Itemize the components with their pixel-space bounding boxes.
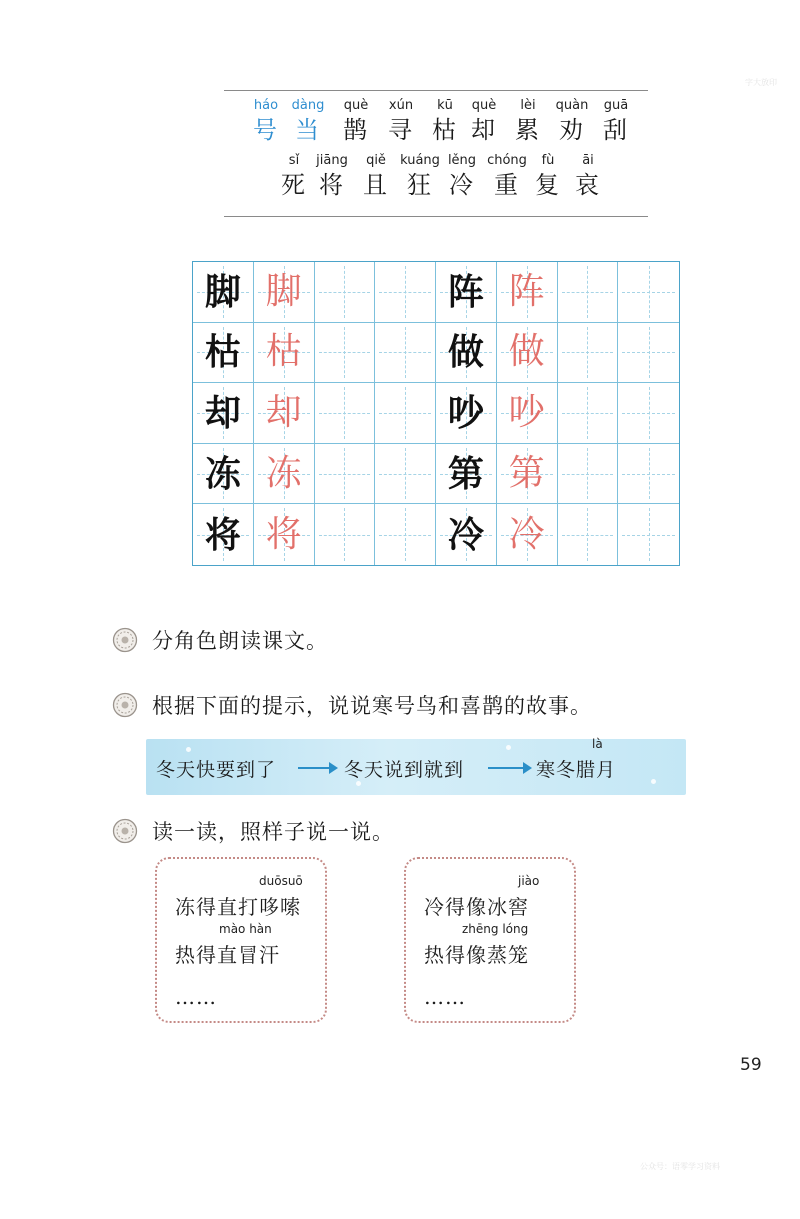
vocab-pinyin: qiě (366, 153, 386, 168)
example-line (175, 985, 217, 1009)
vocab-word (508, 98, 548, 146)
example-pinyin: duōsuō (259, 874, 303, 888)
grid-cell-empty[interactable] (375, 323, 436, 384)
snow-dot (506, 745, 511, 750)
snow-dot (186, 747, 191, 752)
grid-cell-model (193, 262, 254, 323)
vocab-word (394, 153, 446, 201)
grid-cell-trace[interactable] (254, 383, 315, 444)
vocab-pinyin: jiāng (316, 153, 348, 168)
exercise-1 (112, 625, 328, 655)
grid-cell-empty[interactable] (618, 444, 679, 505)
example-line (175, 874, 303, 920)
grid-cell-empty[interactable] (618, 504, 679, 565)
example-line (424, 985, 466, 1009)
grid-cell-trace[interactable] (497, 323, 558, 384)
grid-cell-empty[interactable] (558, 262, 619, 323)
trace-char: 冻 (265, 452, 302, 494)
snow-dot (651, 779, 656, 784)
vocab-pinyin: āi (582, 153, 594, 168)
example-text: 热得直冒汗 (175, 943, 280, 967)
story-step-3-pinyin: là (592, 737, 603, 751)
vocab-hanzi: 将 (319, 171, 345, 199)
vocab-word (528, 153, 568, 201)
exercise-badge-icon (112, 818, 138, 844)
grid-cell-trace[interactable] (254, 262, 315, 323)
vocab-hanzi: 狂 (407, 171, 433, 199)
vocab-hanzi: 且 (363, 171, 389, 199)
exercise-3 (112, 816, 394, 846)
trace-char: 却 (265, 391, 302, 433)
model-char: 将 (204, 513, 241, 556)
vocab-pinyin: kuáng (400, 153, 440, 168)
vocab-pinyin: dàng (291, 98, 325, 113)
vocab-hanzi: 刮 (603, 116, 629, 144)
story-step-3: 寒冬腊月 (536, 759, 617, 781)
grid-cell-empty[interactable] (375, 262, 436, 323)
grid-cell-empty[interactable] (618, 262, 679, 323)
vocab-bottom-rule (224, 216, 648, 217)
grid-cell-trace[interactable] (497, 383, 558, 444)
grid-cell-empty[interactable] (558, 323, 619, 384)
example-pinyin: zhēng lóng (462, 922, 529, 936)
vocab-word (440, 153, 484, 201)
vocab-row-1 (224, 98, 648, 150)
exercise-3-text: 读一读，照样子说一说。 (152, 820, 394, 844)
grid-cell-model (436, 444, 497, 505)
vocab-word (482, 153, 532, 201)
vocab-pinyin: kū (437, 98, 453, 113)
vocab-pinyin: quàn (555, 98, 589, 113)
model-char: 冷 (447, 513, 484, 556)
trace-char: 枯 (265, 331, 302, 373)
vocab-word (550, 98, 594, 146)
grid-cell-model (193, 383, 254, 444)
story-step-2: 冬天说到就到 (344, 759, 465, 781)
writing-grid (192, 261, 680, 566)
vocab-pinyin: guā (603, 98, 629, 113)
vocab-word (568, 153, 608, 201)
vocab-hanzi: 死 (281, 171, 307, 199)
grid-cell-trace[interactable] (254, 444, 315, 505)
grid-cell-empty[interactable] (558, 504, 619, 565)
vocab-hanzi: 劝 (559, 116, 585, 144)
grid-cell-trace[interactable] (254, 504, 315, 565)
model-char: 吵 (447, 391, 484, 434)
vocab-hanzi: 复 (535, 171, 561, 199)
arrow-right-icon (298, 767, 336, 769)
example-ellipsis: …… (424, 985, 466, 1009)
trace-char: 做 (508, 331, 545, 373)
vocab-hanzi: 寻 (388, 116, 414, 144)
watermark-bottom: 公众号：语零学习资料 (640, 1162, 720, 1171)
example-box-2 (404, 857, 576, 1023)
example-ellipsis: …… (175, 985, 217, 1009)
grid-cell-empty[interactable] (315, 262, 376, 323)
vocab-word (274, 153, 314, 201)
example-line (424, 874, 540, 920)
grid-cell-trace[interactable] (497, 262, 558, 323)
vocab-pinyin: què (471, 98, 497, 113)
grid-cell-empty[interactable] (315, 323, 376, 384)
vocab-pinyin: fù (541, 153, 555, 168)
vocab-hanzi: 鹊 (343, 116, 369, 144)
example-box-1 (155, 857, 327, 1023)
vocab-word (356, 153, 396, 201)
trace-char: 冷 (508, 513, 545, 555)
vocab-hanzi: 哀 (575, 171, 601, 199)
exercise-2-text: 根据下面的提示，说说寒号鸟和喜鹊的故事。 (152, 694, 592, 718)
model-char: 却 (204, 391, 241, 434)
vocab-hanzi: 重 (494, 171, 520, 199)
grid-cell-empty[interactable] (315, 383, 376, 444)
model-char: 做 (447, 331, 484, 374)
vocab-word (336, 98, 376, 146)
vocab-hanzi: 号 (253, 116, 279, 144)
grid-cell-model (193, 323, 254, 384)
vocab-word (596, 98, 636, 146)
vocab-word (425, 98, 465, 146)
vocab-hanzi: 枯 (432, 116, 458, 144)
example-pinyin: jiào (518, 874, 540, 888)
vocab-row-2 (224, 153, 648, 205)
exercise-badge-icon (112, 627, 138, 653)
grid-cell-empty[interactable] (315, 444, 376, 505)
trace-char: 阵 (508, 270, 545, 312)
vocab-pinyin: chóng (487, 153, 527, 168)
grid-cell-empty[interactable] (375, 504, 436, 565)
grid-cell-model (436, 262, 497, 323)
grid-cell-trace[interactable] (497, 504, 558, 565)
model-char: 阵 (447, 270, 484, 313)
exercise-badge-icon (112, 692, 138, 718)
grid-cell-model (436, 504, 497, 565)
vocab-word (464, 98, 504, 146)
vocabulary-section (224, 90, 648, 218)
exercise-2 (112, 690, 592, 720)
example-pinyin: mào hàn (219, 922, 272, 936)
exercise-1-text: 分角色朗读课文。 (152, 629, 328, 653)
model-char: 第 (447, 452, 484, 495)
model-char: 枯 (204, 331, 241, 374)
vocab-word (246, 98, 286, 146)
grid-cell-model (193, 504, 254, 565)
grid-cell-model (193, 444, 254, 505)
page-number: 59 (740, 1055, 762, 1075)
vocab-pinyin: lèi (520, 98, 536, 113)
grid-cell-trace[interactable] (254, 323, 315, 384)
example-line (175, 922, 280, 968)
grid-cell-trace[interactable] (497, 444, 558, 505)
story-flow-strip (146, 739, 686, 795)
grid-cell-empty[interactable] (558, 383, 619, 444)
vocab-word (381, 98, 421, 146)
model-char: 冻 (204, 452, 241, 495)
grid-cell-empty[interactable] (558, 444, 619, 505)
grid-cell-empty[interactable] (315, 504, 376, 565)
vocab-hanzi: 冷 (449, 171, 475, 199)
grid-cell-empty[interactable] (618, 383, 679, 444)
vocab-pinyin: sǐ (288, 153, 300, 168)
vocab-hanzi: 累 (515, 116, 541, 144)
vocab-hanzi: 当 (295, 116, 321, 144)
vocab-pinyin: lěng (447, 153, 477, 168)
vocab-pinyin: xún (388, 98, 414, 113)
grid-cell-empty[interactable] (375, 444, 436, 505)
example-line (424, 922, 529, 968)
vocab-top-rule (224, 90, 648, 91)
model-char: 脚 (204, 270, 241, 313)
trace-char: 吵 (508, 391, 545, 433)
example-text: 热得像蒸笼 (424, 943, 529, 967)
vocab-pinyin: háo (253, 98, 279, 113)
arrow-right-icon (488, 767, 530, 769)
grid-cell-model (436, 323, 497, 384)
grid-cell-model (436, 383, 497, 444)
vocab-pinyin: què (343, 98, 369, 113)
trace-char: 脚 (265, 270, 302, 312)
vocab-word (310, 153, 354, 201)
trace-char: 第 (508, 452, 545, 494)
grid-cell-empty[interactable] (375, 383, 436, 444)
example-text: 冷得像冰窖 (424, 895, 529, 919)
vocab-word (288, 98, 328, 146)
trace-char: 将 (265, 513, 302, 555)
example-text: 冻得直打哆嗦 (175, 895, 301, 919)
grid-cell-empty[interactable] (618, 323, 679, 384)
story-step-1: 冬天快要到了 (156, 759, 277, 781)
vocab-hanzi: 却 (471, 116, 497, 144)
watermark-top: 字大放印 (745, 78, 777, 87)
